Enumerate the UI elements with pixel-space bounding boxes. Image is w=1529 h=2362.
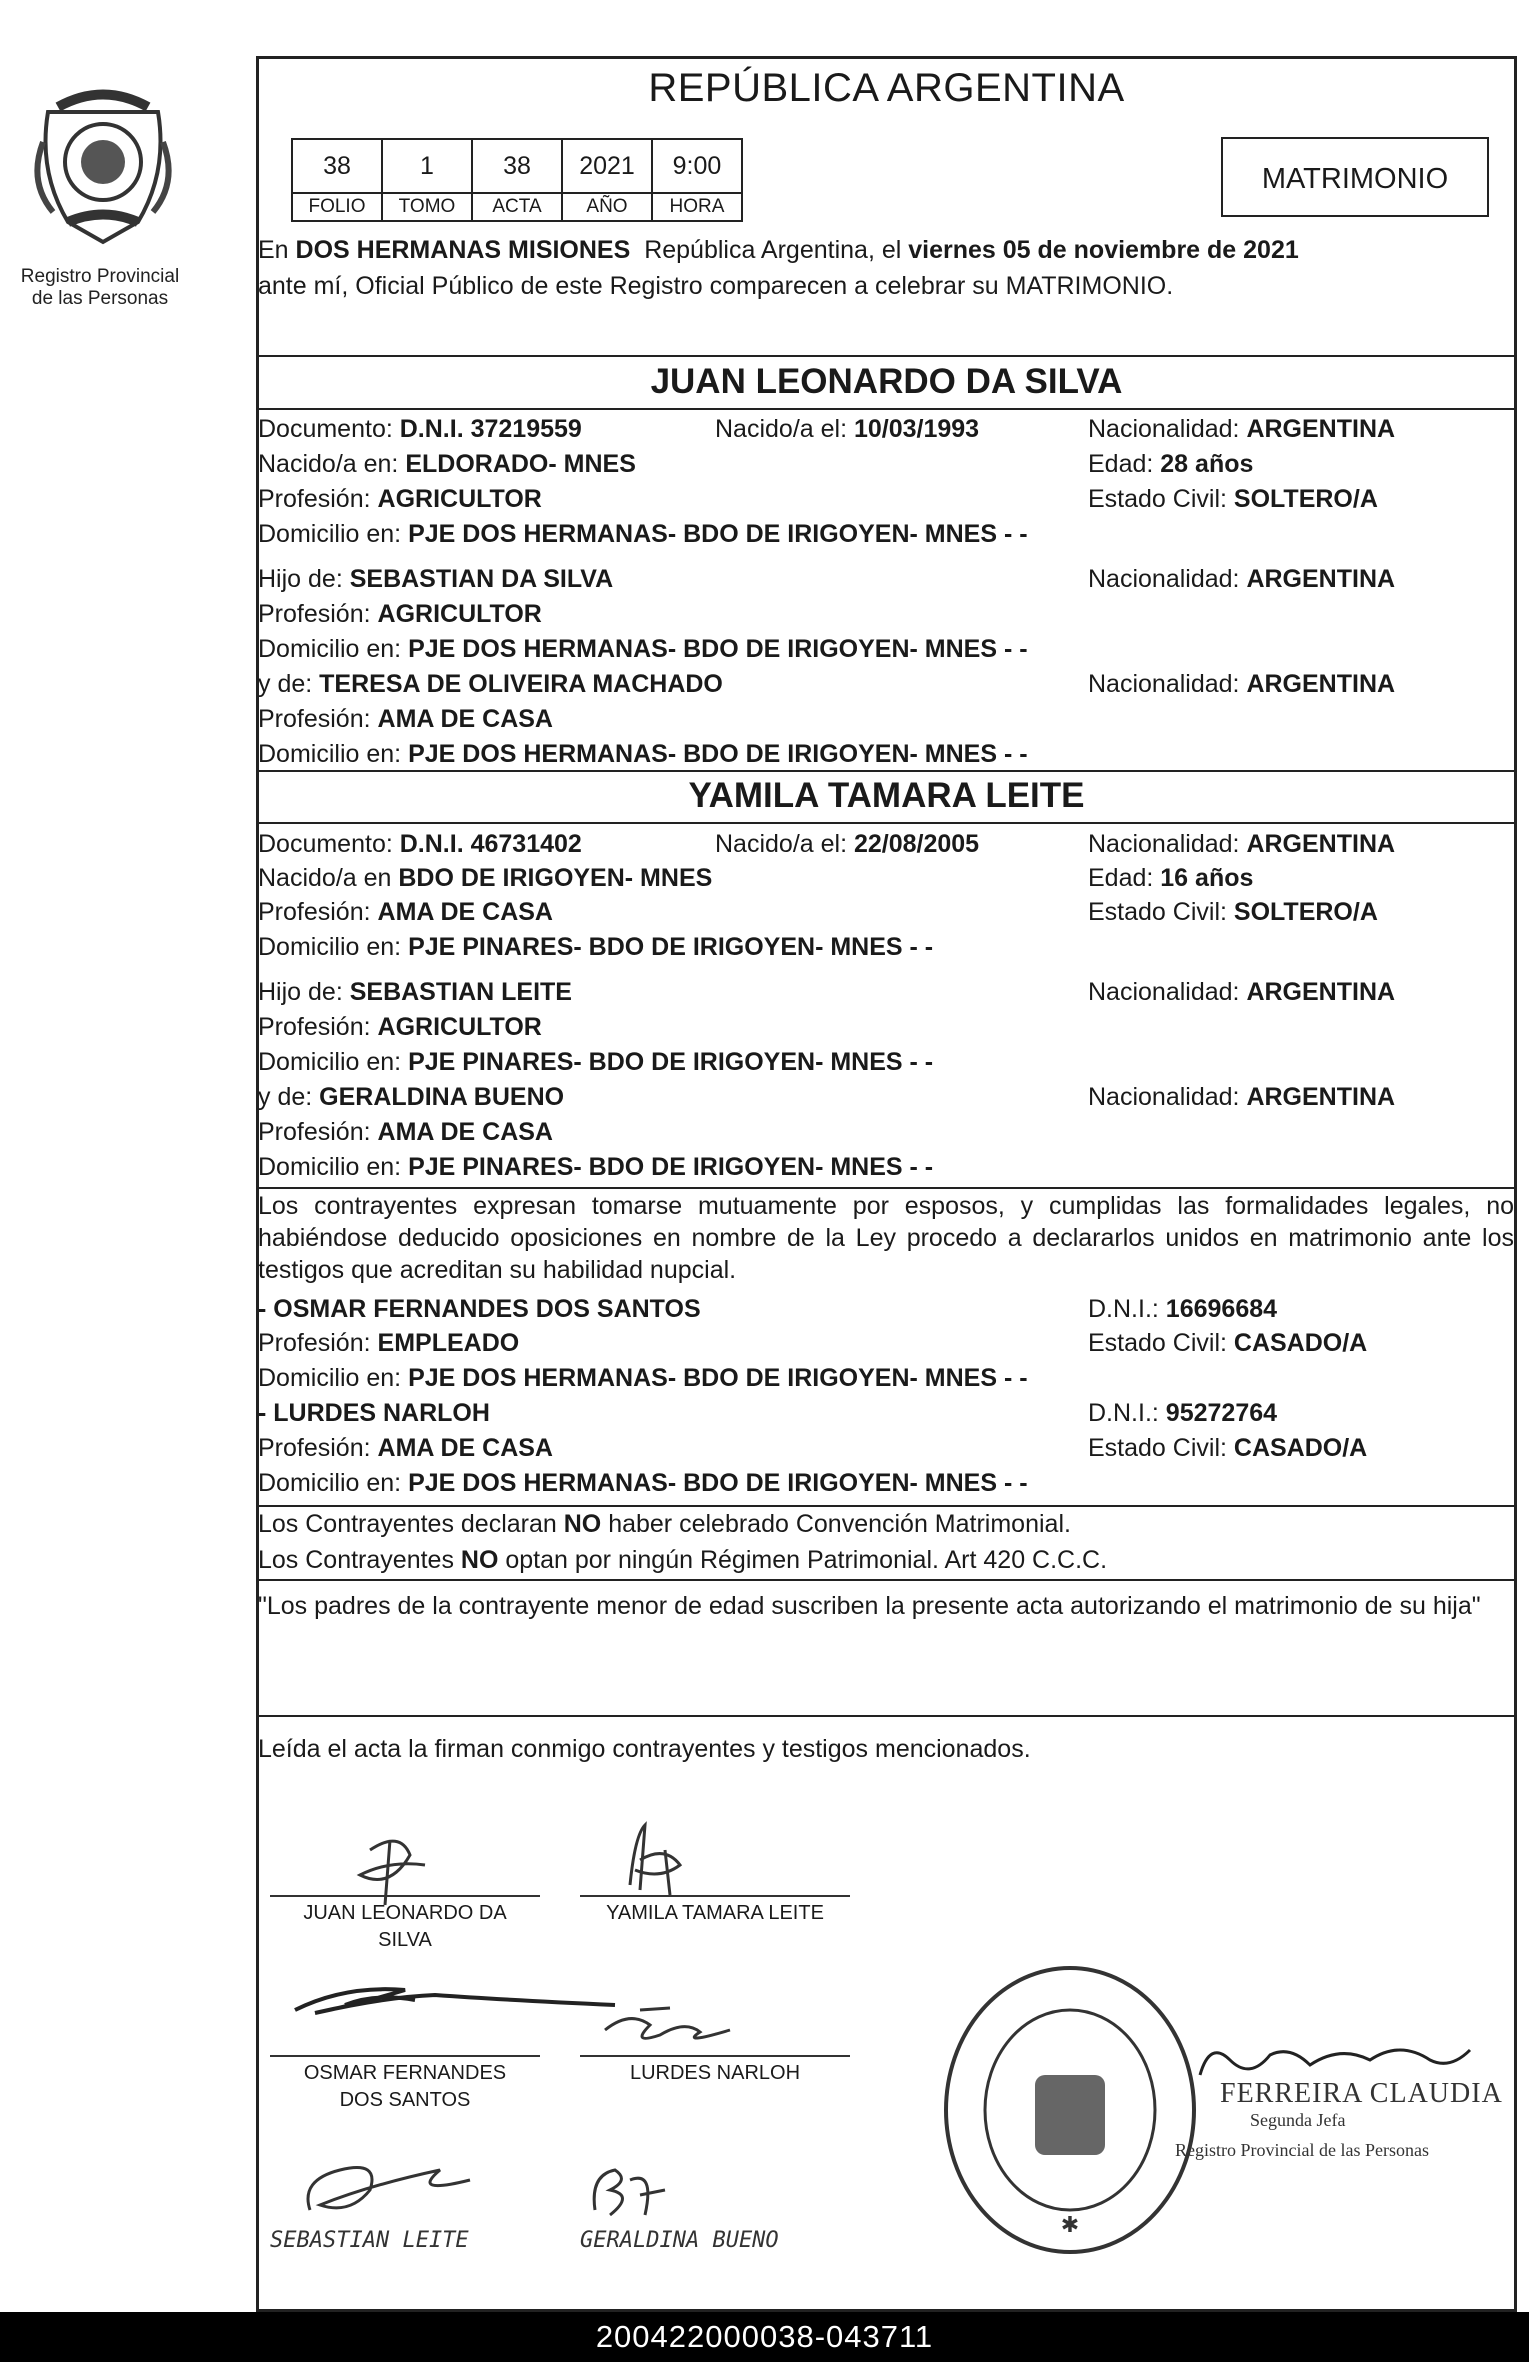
spouse1-father-dom: Domicilio en: PJE DOS HERMANAS- BDO DE IRIGOYEN- MNES - - — [258, 635, 1028, 663]
witness2-dom: Domicilio en: PJE DOS HERMANAS- BDO DE IRIGOYEN- MNES - - — [258, 1469, 1028, 1497]
spouse2-prof: Profesión: AMA DE CASA — [258, 898, 553, 926]
witness2-dni: D.N.I.: 95272764 — [1088, 1399, 1278, 1427]
spouse1-mother-nat: Nacionalidad: ARGENTINA — [1088, 670, 1396, 698]
spouse2-nat: Nacionalidad: ARGENTINA — [1088, 830, 1396, 858]
spouse2-born: Nacido/a el: 22/08/2005 — [715, 830, 980, 858]
spouse2-mother-nat: Nacionalidad: ARGENTINA — [1088, 1083, 1396, 1111]
hora-value: 9:00 — [652, 139, 742, 193]
spouse1-dom: Domicilio en: PJE DOS HERMANAS- BDO DE IRIGOYEN- MNES - - — [258, 520, 1028, 548]
registry-label-line1: Registro Provincial — [20, 266, 180, 287]
svg-text:✱: ✱ — [1060, 2213, 1080, 2238]
provincial-seal — [28, 82, 178, 252]
divider — [256, 1505, 1517, 1507]
spouse1-nat: Nacionalidad: ARGENTINA — [1088, 415, 1396, 443]
tomo-value: 1 — [382, 139, 472, 193]
folio-label: FOLIO — [292, 193, 382, 221]
closing-line: Leída el acta la firman conmigo contrayentes y testigos mencionados. — [258, 1735, 1031, 1763]
signature-osmar — [285, 1975, 625, 2025]
page-title: REPÚBLICA ARGENTINA — [648, 66, 1125, 110]
spouse2-age: Edad: 16 años — [1088, 864, 1254, 892]
witness1-prof: Profesión: EMPLEADO — [258, 1329, 520, 1357]
signature-line — [580, 1895, 850, 1897]
convention-line-a: Los Contrayentes declaran NO haber celebrado Convención Matrimonial. — [258, 1510, 1071, 1538]
spouse1-civil: Estado Civil: SOLTERO/A — [1088, 485, 1378, 513]
spouse1-mother: y de: TERESA DE OLIVEIRA MACHADO — [258, 670, 723, 698]
witness2-name: - LURDES NARLOH — [258, 1399, 490, 1427]
folio-value: 38 — [292, 139, 382, 193]
signer-yamila: YAMILA TAMARA LEITE — [606, 1902, 824, 1924]
hora-label: HORA — [652, 193, 742, 221]
intro-line2: ante mí, Oficial Público de este Registro comparecen a celebrar su MATRIMONIO. — [258, 272, 1174, 300]
record-type-box: MATRIMONIO — [1221, 137, 1489, 217]
witness2-civil: Estado Civil: CASADO/A — [1088, 1434, 1368, 1462]
divider — [256, 822, 1517, 824]
signer-sebastian: SEBASTIAN LEITE — [270, 2228, 469, 2253]
signature-yamila — [610, 1815, 700, 1900]
witness1-name: - OSMAR FERNANDES DOS SANTOS — [258, 1295, 701, 1323]
spouse1-born: Nacido/a el: 10/03/1993 — [715, 415, 980, 443]
spouse1-name: JUAN LEONARDO DA SILVA — [650, 362, 1123, 401]
declaration-paragraph: Los contrayentes expresan tomarse mutuamente por esposos, y cumplidas las formalidades legales, no habiéndose deducido oposiciones en nombre de la Ley procedo a declararlos unidos en matrimonio ante los testigos que acreditan su habilidad nupcial. — [258, 1192, 1514, 1284]
official-org: Registro Provincial de las Personas — [1175, 2140, 1429, 2160]
anio-value: 2021 — [562, 139, 652, 193]
spouse2-birthplace: Nacido/a en BDO DE IRIGOYEN- MNES — [258, 864, 713, 892]
registry-label — [0, 266, 200, 310]
registry-table — [291, 138, 743, 222]
spouse2-father-prof: Profesión: AGRICULTOR — [258, 1013, 542, 1041]
divider — [256, 355, 1517, 357]
spouse2-father-dom: Domicilio en: PJE PINARES- BDO DE IRIGOYEN- MNES - - — [258, 1048, 934, 1076]
registry-label-line2: de las Personas — [31, 288, 169, 309]
anio-label: AÑO — [562, 193, 652, 221]
witness1-civil: Estado Civil: CASADO/A — [1088, 1329, 1368, 1357]
spouse1-father-prof: Profesión: AGRICULTOR — [258, 600, 542, 628]
spouse1-mother-prof: Profesión: AMA DE CASA — [258, 705, 553, 733]
spouse1-prof: Profesión: AGRICULTOR — [258, 485, 542, 513]
acta-value: 38 — [472, 139, 562, 193]
signer-juan: JUAN LEONARDO DA SILVA — [303, 1902, 507, 1951]
signer-lurdes: LURDES NARLOH — [629, 2062, 801, 2084]
official-role: Segunda Jefa — [1250, 2110, 1346, 2130]
intro-place: DOS HERMANAS MISIONES — [295, 236, 631, 264]
spouse2-doc: Documento: D.N.I. 46731402 — [258, 830, 582, 858]
signature-sebastian — [290, 2140, 490, 2230]
witness2-prof: Profesión: AMA DE CASA — [258, 1434, 553, 1462]
witness1-dom: Domicilio en: PJE DOS HERMANAS- BDO DE IRIGOYEN- MNES - - — [258, 1364, 1028, 1392]
intro-paragraph: En DOS HERMANAS MISIONES República Argentina, el viernes 05 de noviembre de 2021 ante mí, Oficial Público de este Registro comparecen a celebrar su MATRIMONIO. — [258, 232, 1508, 304]
signature-line — [270, 1895, 540, 1897]
spouse1-father-nat: Nacionalidad: ARGENTINA — [1088, 565, 1396, 593]
parental-note: "Los padres de la contrayente menor de edad suscriben la presente acta autorizando el matrimonio de su hija" — [258, 1592, 1481, 1620]
spouse2-dom: Domicilio en: PJE PINARES- BDO DE IRIGOYEN- MNES - - — [258, 933, 934, 961]
spouse1-birthplace: Nacido/a en: ELDORADO- MNES — [258, 450, 636, 478]
spouse1-father: Hijo de: SEBASTIAN DA SILVA — [258, 565, 614, 593]
signer-osmar: OSMAR FERNANDES DOS SANTOS — [303, 2062, 507, 2111]
spouse1-age: Edad: 28 años — [1088, 450, 1254, 478]
document-barcode-number: 200422000038-043711 — [0, 2312, 1529, 2362]
signature-geraldina — [585, 2160, 675, 2225]
signature-lurdes — [590, 2000, 740, 2055]
intro-date: viernes 05 de noviembre de 2021 — [908, 236, 1299, 264]
signature-line — [580, 2055, 850, 2057]
divider — [256, 408, 1517, 410]
witness1-dni: D.N.I.: 16696684 — [1088, 1295, 1278, 1323]
divider — [256, 1715, 1517, 1717]
signer-geraldina: GERALDINA BUENO — [580, 2228, 779, 2253]
spouse2-civil: Estado Civil: SOLTERO/A — [1088, 898, 1378, 926]
spouse2-father-nat: Nacionalidad: ARGENTINA — [1088, 978, 1396, 1006]
spouse1-mother-dom: Domicilio en: PJE DOS HERMANAS- BDO DE IRIGOYEN- MNES - - — [258, 740, 1028, 768]
divider — [256, 1579, 1517, 1581]
spouse2-name: YAMILA TAMARA LEITE — [688, 776, 1085, 815]
spouse2-mother-prof: Profesión: AMA DE CASA — [258, 1118, 553, 1146]
spouse2-mother-dom: Domicilio en: PJE PINARES- BDO DE IRIGOYEN- MNES - - — [258, 1153, 934, 1181]
tomo-label: TOMO — [382, 193, 472, 221]
acta-label: ACTA — [472, 193, 562, 221]
official-name: FERREIRA CLAUDIA — [1220, 2078, 1503, 2109]
official-stamp — [940, 1960, 1200, 2260]
spouse1-doc: Documento: D.N.I. 37219559 — [258, 415, 582, 443]
spouse2-mother: y de: GERALDINA BUENO — [258, 1083, 565, 1111]
convention-line-b: Los Contrayentes NO optan por ningún Régimen Patrimonial. Art 420 C.C.C. — [258, 1546, 1108, 1574]
signature-line — [270, 2055, 540, 2057]
spouse2-father: Hijo de: SEBASTIAN LEITE — [258, 978, 572, 1006]
divider — [256, 770, 1517, 772]
divider — [256, 1187, 1517, 1189]
